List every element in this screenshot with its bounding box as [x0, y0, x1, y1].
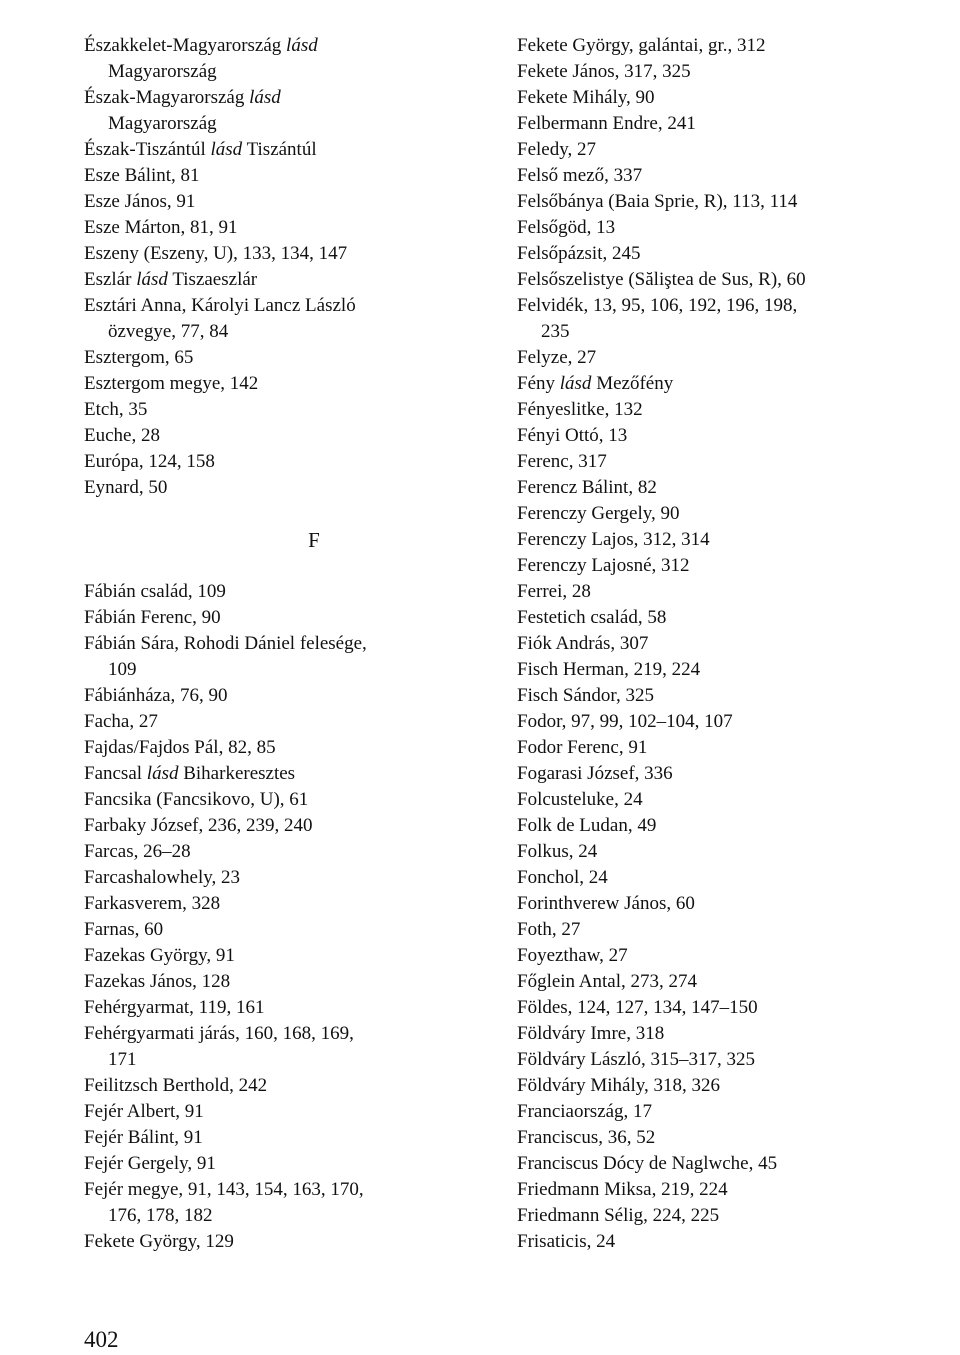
index-entry: Fejér Bálint, 91 [84, 1127, 203, 1148]
index-entry: Eszlár lásd Tiszaeszlár [84, 269, 258, 290]
index-entry: Eynard, 50 [84, 477, 168, 498]
index-entry: Esze János, 91 [84, 191, 196, 212]
index-entry: Fisch Sándor, 325 [517, 685, 654, 706]
index-entry: Forinthverew János, 60 [517, 893, 695, 914]
index-entry: Felsőbánya (Baia Sprie, R), 113, 114 [517, 191, 798, 212]
index-entry: Felbermann Endre, 241 [517, 113, 696, 134]
index-entry: Felsőszelistye (Săliştea de Sus, R), 60 [517, 269, 806, 290]
index-entry: Frisaticis, 24 [517, 1231, 616, 1252]
index-entry: 109 [108, 659, 137, 680]
index-entry: Észak-Tiszántúl lásd Tiszántúl [84, 139, 317, 160]
index-entry: Festetich család, 58 [517, 607, 667, 628]
index-entry: Esze Bálint, 81 [84, 165, 200, 186]
index-entry: Európa, 124, 158 [84, 451, 215, 472]
section-gap [84, 553, 484, 579]
index-entry: Felvidék, 13, 95, 106, 192, 196, 198, [517, 295, 798, 316]
index-entry: Fejér Albert, 91 [84, 1101, 204, 1122]
index-entry: Főglein Antal, 273, 274 [517, 971, 697, 992]
index-entry: Farcas, 26–28 [84, 841, 191, 862]
index-entry: Fancsal lásd Biharkeresztes [84, 763, 296, 784]
index-entry: Fábiánháza, 76, 90 [84, 685, 228, 706]
right-index-column [517, 33, 937, 1255]
index-entry: Fejér Gergely, 91 [84, 1153, 216, 1174]
index-entry: Farbaky József, 236, 239, 240 [84, 815, 313, 836]
index-entry: Euche, 28 [84, 425, 160, 446]
index-entry: Esztári Anna, Károlyi Lancz László [84, 295, 356, 316]
index-entry: Folkus, 24 [517, 841, 598, 862]
index-entry: Fény lásd Mezőfény [517, 373, 674, 394]
index-entry: Friedmann Miksa, 219, 224 [517, 1179, 728, 1200]
index-entries-f [84, 579, 484, 1255]
index-entry: Fonchol, 24 [517, 867, 608, 888]
index-entry: Fábián Ferenc, 90 [84, 607, 221, 628]
index-entry: Feilitzsch Berthold, 242 [84, 1075, 268, 1096]
index-entry: özvegye, 77, 84 [108, 321, 229, 342]
index-entry: Esze Márton, 81, 91 [84, 217, 238, 238]
index-entry: Fehérgyarmat, 119, 161 [84, 997, 265, 1018]
index-entry: Földváry László, 315–317, 325 [517, 1049, 756, 1070]
index-entry: Fekete György, galántai, gr., 312 [517, 35, 766, 56]
index-entry: Fejér megye, 91, 143, 154, 163, 170, [84, 1179, 364, 1200]
left-index-column [84, 33, 484, 1255]
index-entries-e [84, 33, 484, 501]
index-entry: Foth, 27 [517, 919, 581, 940]
index-entry: Esztergom, 65 [84, 347, 194, 368]
index-entry: Ferenczy Gergely, 90 [517, 503, 680, 524]
index-entry: 176, 178, 182 [108, 1205, 213, 1226]
section-gap [84, 501, 484, 527]
index-entry: Fazekas György, 91 [84, 945, 235, 966]
index-entry: Fancsika (Fancsikovo, U), 61 [84, 789, 309, 810]
index-entry: Felsőgöd, 13 [517, 217, 616, 238]
index-entry: Fényeslitke, 132 [517, 399, 643, 420]
index-entry: Franciaország, 17 [517, 1101, 653, 1122]
page-number: 402 [84, 1327, 119, 1352]
index-entry: Feledy, 27 [517, 139, 596, 160]
index-entry: Felsőpázsit, 245 [517, 243, 641, 264]
index-entry: Fábián család, 109 [84, 581, 226, 602]
index-entry: Folk de Ludan, 49 [517, 815, 657, 836]
index-entry: Foyezthaw, 27 [517, 945, 628, 966]
index-entry: Fodor, 97, 99, 102–104, 107 [517, 711, 733, 732]
index-entry: Fekete János, 317, 325 [517, 61, 691, 82]
index-entry: Facha, 27 [84, 711, 158, 732]
index-entry: Magyarország [108, 61, 217, 82]
index-entry: Fekete György, 129 [84, 1231, 234, 1252]
index-entry: 171 [108, 1049, 137, 1070]
index-entry: Fogarasi József, 336 [517, 763, 673, 784]
index-entry: Ferenczy Lajosné, 312 [517, 555, 690, 576]
index-entry: Etch, 35 [84, 399, 148, 420]
index-entry: Ferrei, 28 [517, 581, 591, 602]
index-entry: Farkasverem, 328 [84, 893, 221, 914]
index-entry: Földváry Mihály, 318, 326 [517, 1075, 721, 1096]
index-entry: Fényi Ottó, 13 [517, 425, 628, 446]
index-entry: Fazekas János, 128 [84, 971, 231, 992]
index-entry: Fisch Herman, 219, 224 [517, 659, 701, 680]
index-entry: Felyze, 27 [517, 347, 597, 368]
index-entry: Felső mező, 337 [517, 165, 643, 186]
index-entry: 235 [541, 321, 570, 342]
section-letter-heading: F [308, 528, 320, 552]
index-entry: Franciscus, 36, 52 [517, 1127, 656, 1148]
index-entry: Farnas, 60 [84, 919, 164, 940]
index-entry: Fodor Ferenc, 91 [517, 737, 648, 758]
index-entry: Fábián Sára, Rohodi Dániel felesége, [84, 633, 367, 654]
index-entry: Földes, 124, 127, 134, 147–150 [517, 997, 758, 1018]
index-entry: Friedmann Sélig, 224, 225 [517, 1205, 720, 1226]
index-entry: Eszeny (Eszeny, U), 133, 134, 147 [84, 243, 348, 264]
index-entry: Ferenczy Lajos, 312, 314 [517, 529, 710, 550]
index-entry: Fiók András, 307 [517, 633, 649, 654]
index-entry: Magyarország [108, 113, 217, 134]
index-entry: Franciscus Dócy de Naglwche, 45 [517, 1153, 778, 1174]
index-entry: Észak-Magyarország lásd [84, 87, 281, 108]
index-entry: Fajdas/Fajdos Pál, 82, 85 [84, 737, 276, 758]
index-entry: Folcusteluke, 24 [517, 789, 643, 810]
index-entry: Ferenc, 317 [517, 451, 607, 472]
index-entry: Földváry Imre, 318 [517, 1023, 665, 1044]
index-entry: Esztergom megye, 142 [84, 373, 259, 394]
index-entry: Fehérgyarmati járás, 160, 168, 169, [84, 1023, 354, 1044]
index-entry: Fekete Mihály, 90 [517, 87, 655, 108]
index-entries-f-continued [517, 33, 937, 1255]
index-entry: Északkelet-Magyarország lásd [84, 35, 318, 56]
index-entry: Ferencz Bálint, 82 [517, 477, 657, 498]
index-entry: Farcashalowhely, 23 [84, 867, 240, 888]
